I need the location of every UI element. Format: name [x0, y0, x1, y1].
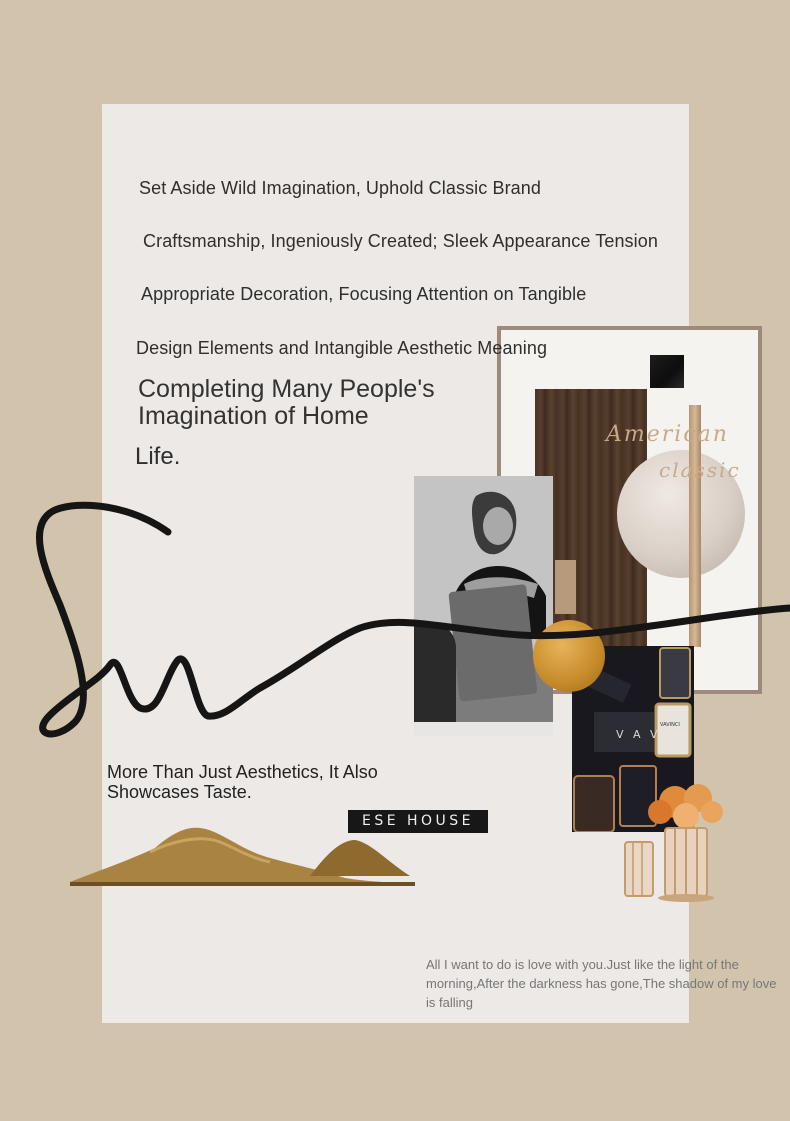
tagline-line-2: Showcases Taste. [107, 782, 252, 802]
poem-text: All I want to do is love with you.Just like the light of the morning,After the darkness has gone,The shadow of my love is falling [426, 957, 777, 1010]
gold-disc [533, 620, 605, 692]
intro-line-1: Set Aside Wild Imagination, Uphold Classic Brand [139, 178, 541, 198]
bottle-label-vav: V A V [616, 728, 661, 741]
tagline [107, 762, 437, 802]
intro-line-3: Appropriate Decoration, Focusing Attention on Tangible [141, 284, 587, 304]
portrait-illustration [414, 476, 553, 722]
headline-line-1: Completing Many People's [138, 375, 435, 403]
portrait-photo [414, 476, 553, 722]
headline-line-3: Life. [135, 443, 181, 470]
script-text-american: American [606, 422, 729, 447]
tagline-line-1: More Than Just Aesthetics, It Also [107, 762, 378, 782]
headline-line-2: Imagination of Home [138, 402, 369, 430]
photo-shadow [414, 722, 553, 736]
brand-tag: ESE HOUSE [348, 810, 488, 833]
intro-line-2: Craftsmanship, Ingeniously Created; Sleek Appearance Tension [143, 231, 658, 251]
tan-block [555, 560, 576, 614]
bottle-label-vavinci: VAVINCI [660, 722, 680, 728]
black-marble-square [650, 355, 684, 388]
flower-vase [620, 780, 740, 905]
script-text-classic: classic [659, 458, 741, 482]
intro-line-4: Design Elements and Intangible Aesthetic Meaning [136, 338, 548, 358]
